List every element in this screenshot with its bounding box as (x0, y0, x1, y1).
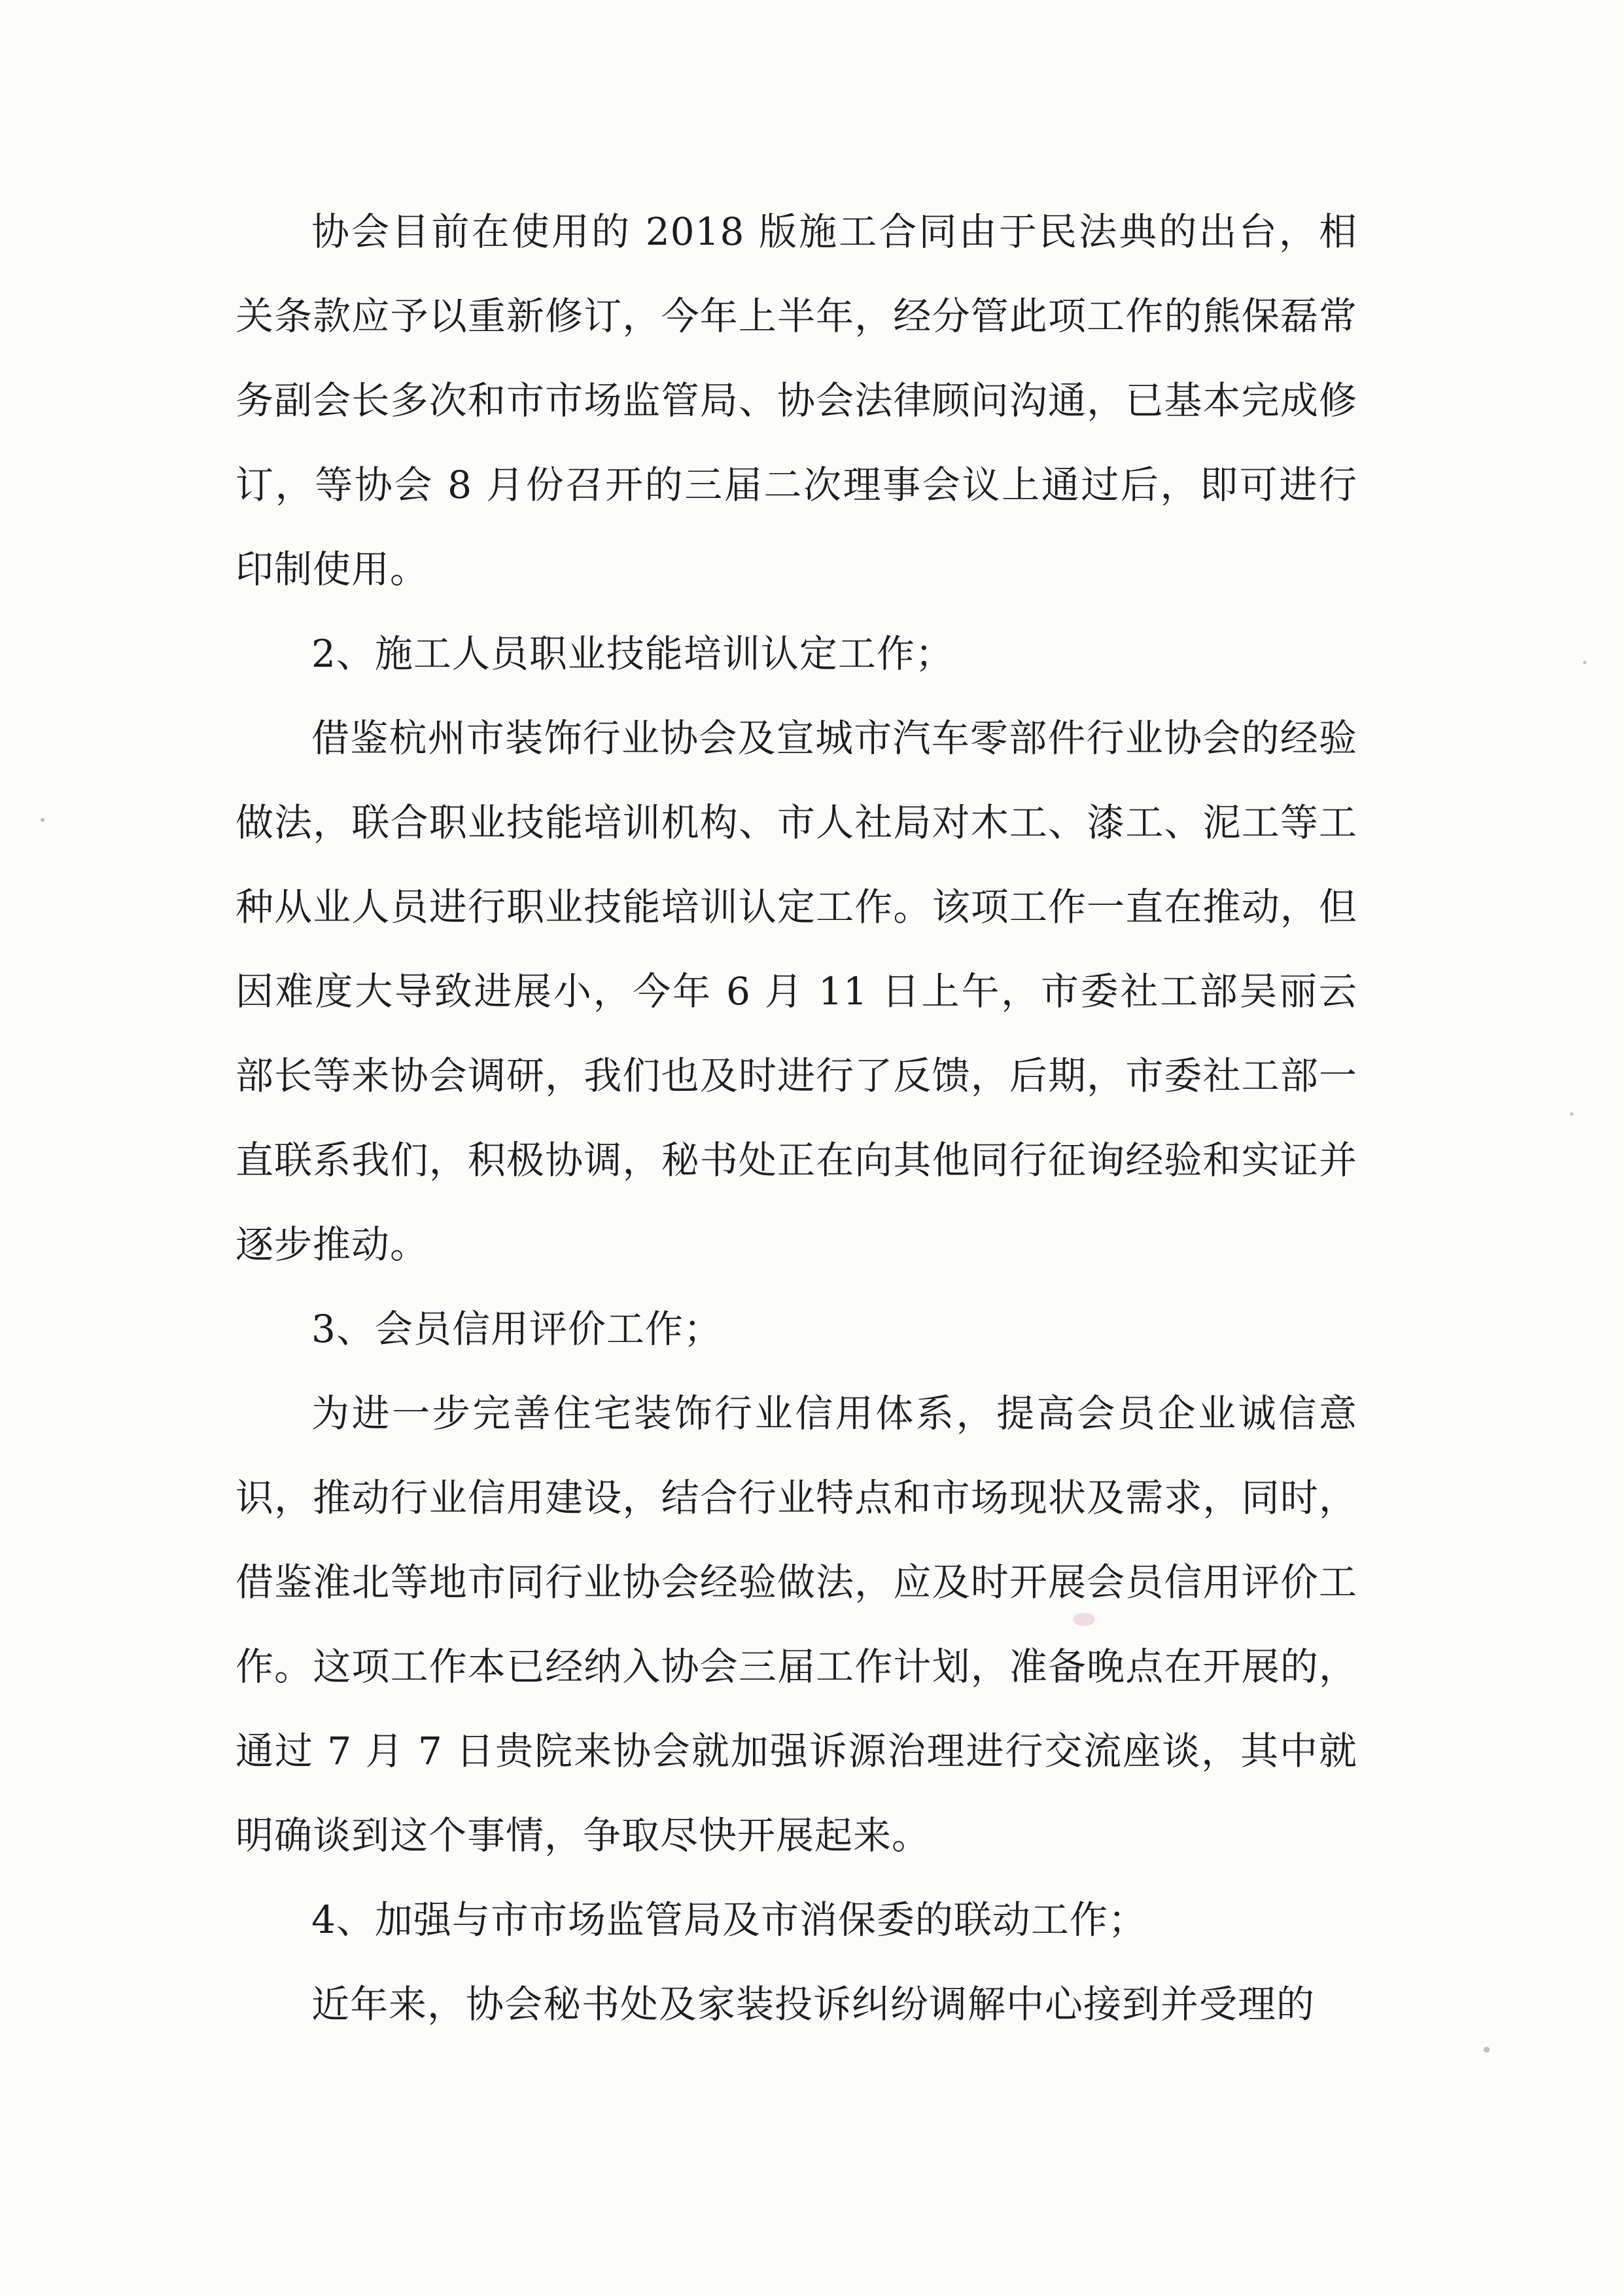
paragraph-credit-evaluation: 为进一步完善住宅装饰行业信用体系，提高会员企业诚信意识，推动行业信用建设，结合行业特点和市场现状及需求，同时，借鉴淮北等地市同行业协会经验做法，应及时开展会员信用评价工作。这项工作本已经纳入协会三届工作计划，准备晚点在开展的，通过 7 月 7 日贵院来协会就加强诉源治理进行交流座谈，其中就明确谈到这个事情，争取尽快开展起来。 (236, 1391, 1357, 1858)
document-body (236, 190, 1357, 2047)
paragraph-contract-revision: 协会目前在使用的 2018 版施工合同由于民法典的出台，相关条款应予以重新修订，今年上半年，经分管此项工作的熊保磊常务副会长多次和市市场监管局、协会法律顾问沟通，已基本完成修订，等协会 8 月份召开的三届二次理事会议上通过后，即可进行印制使用。 (236, 209, 1357, 592)
heading-credit-evaluation: 3、会员信用评价工作； (311, 1307, 722, 1351)
paragraph-complaints-intro: 近年来，协会秘书处及家装投诉纠纷调解中心接到并受理的 (311, 1982, 1316, 2026)
heading-regulator-cooperation: 4、加强与市市场监管局及市消保委的联动工作； (311, 1898, 1147, 1942)
scan-speck (1583, 661, 1586, 664)
scan-speck (41, 818, 44, 822)
heading-skills-training: 2、施工人员职业技能培训认定工作； (311, 631, 954, 676)
paragraph-skills-training: 借鉴杭州市装饰行业协会及宣城市汽车零部件行业协会的经验做法，联合职业技能培训机构、市人社局对木工、漆工、泥工等工种从业人员进行职业技能培训认定工作。该项工作一直在推动，但因难度大导致进展小，今年 6 月 11 日上午，市委社工部吴丽云部长等来协会调研，我们也及时进行了反馈，后期，市委社工部一直联系我们，积极协调，秘书处正在向其他同行征询经验和实证并逐步推动。 (236, 716, 1357, 1267)
scan-speck (1570, 1112, 1573, 1116)
scan-speck (1484, 2047, 1490, 2053)
ink-smudge (1073, 1613, 1095, 1626)
